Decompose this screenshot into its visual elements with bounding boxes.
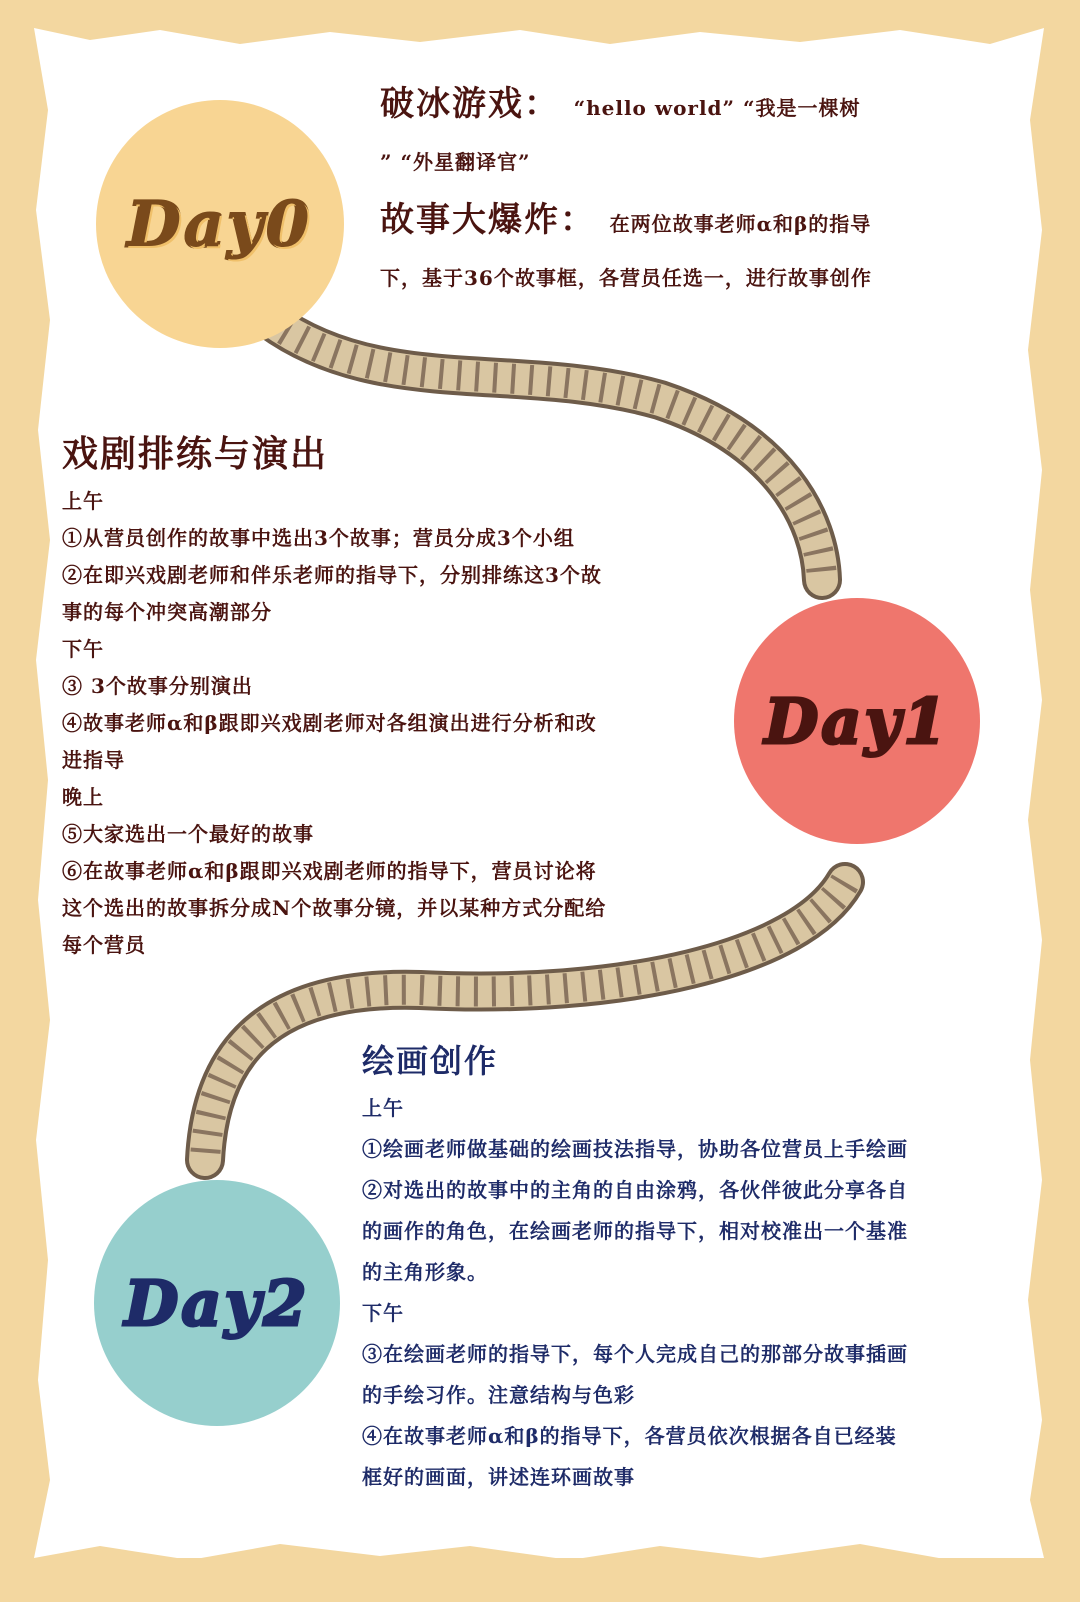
story-title: 故事大爆炸： [380, 200, 596, 240]
day1-label: Day1 [764, 684, 950, 758]
day2-title: 绘画创作 [362, 1042, 499, 1080]
story-line-1 [380, 192, 1000, 241]
day1-line: 下午 [62, 637, 104, 661]
story-text-2: 下，基于36个故事框，各营员任选一，进行故事创作 [380, 266, 872, 290]
day1-line: 事的每个冲突高潮部分 [62, 600, 272, 624]
day1-line: 进指导 [62, 748, 125, 772]
day0-circle [96, 100, 344, 348]
day2-line: ④在故事老师α和β的指导下，各营员依次根据各自已经装 [362, 1424, 897, 1448]
day2-label: Day2 [124, 1266, 310, 1340]
day1-line: 这个选出的故事拆分成N个故事分镜，并以某种方式分配给 [62, 896, 607, 920]
icebreaker-text-1: “hello world” “我是一棵树 [573, 96, 861, 120]
icebreaker-title: 破冰游戏： [380, 84, 560, 124]
day1-line: ③ 3个故事分别演出 [62, 674, 253, 698]
day2-content [362, 1036, 1022, 1498]
day1-line: ②在即兴戏剧老师和伴乐老师的指导下，分别排练这3个故 [62, 563, 602, 587]
day2-line: 的手绘习作。注意结构与色彩 [362, 1383, 635, 1407]
day2-line: 的主角形象。 [362, 1260, 488, 1284]
day1-line: ①从营员创作的故事中选出3个故事；营员分成3个小组 [62, 526, 575, 550]
day1-line: 晚上 [62, 785, 104, 809]
day2-line: 的画作的角色，在绘画老师的指导下，相对校准出一个基准 [362, 1219, 908, 1243]
day2-line: ②对选出的故事中的主角的自由涂鸦，各伙伴彼此分享各自 [362, 1178, 908, 1202]
icebreaker-line-1 [380, 76, 1000, 125]
day1-line: ④故事老师α和β跟即兴戏剧老师对各组演出进行分析和改 [62, 711, 597, 735]
day0-label: Day0 [127, 187, 313, 261]
icebreaker-text-2: ” “外星翻译官” [380, 150, 531, 174]
day2-line: 框好的画面，讲述连环画故事 [362, 1465, 635, 1489]
day1-circle [734, 598, 980, 844]
day1-line: ⑥在故事老师α和β跟即兴戏剧老师的指导下，营员讨论将 [62, 859, 597, 883]
day2-circle [94, 1180, 340, 1426]
day1-title: 戏剧排练与演出 [62, 433, 329, 475]
day1-line: ⑤大家选出一个最好的故事 [62, 822, 314, 846]
day2-line: ③在绘画老师的指导下，每个人完成自己的那部分故事插画 [362, 1342, 908, 1366]
day2-line: ①绘画老师做基础的绘画技法指导，协助各位营员上手绘画 [362, 1137, 908, 1161]
day1-content [62, 426, 722, 964]
day2-line: 下午 [362, 1301, 404, 1325]
story-text-1: 在两位故事老师α和β的指导 [609, 212, 872, 236]
day1-line: 上午 [62, 489, 104, 513]
day2-line: 上午 [362, 1096, 404, 1120]
day1-line: 每个营员 [62, 933, 146, 957]
